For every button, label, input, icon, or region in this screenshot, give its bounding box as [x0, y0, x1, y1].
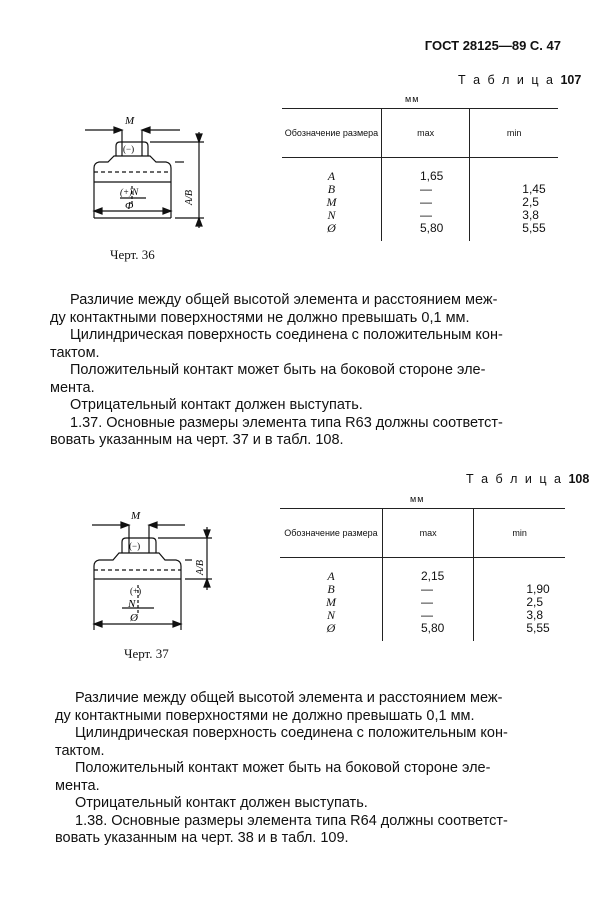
label-n: N — [128, 598, 136, 610]
label-minus: (−) — [123, 144, 135, 154]
table-row: Ø 5,80 5,55 — [282, 222, 558, 235]
table-107 — [282, 108, 558, 241]
label-m: M — [125, 115, 135, 127]
table-107-caption: Т а б л и ц а 107 — [458, 73, 582, 87]
page-header: ГОСТ 28125—89 С. 47 — [424, 38, 561, 53]
table-row: A 1,65 — [282, 170, 558, 183]
figure-caption: Черт. 36 — [110, 247, 155, 262]
paragraph: Различие между общей высотой элемента и расстоянием меж- ду контактными поверхностями не должно превышать 0,1 мм. — [50, 292, 498, 326]
label-ab: A/B — [184, 190, 195, 205]
paragraph: Отрицательный контакт должен выступать. — [70, 397, 363, 413]
paragraph: 1.38. Основные размеры элемента типа R64 должны соответст- вовать указанным на черт. 38 и в табл. 109. — [55, 812, 508, 846]
table-row: N — 3,8 — [280, 609, 565, 622]
figure-caption: Черт. 37 — [124, 646, 169, 661]
paragraph: Положительный контакт может быть на боковой стороне эле- мента. — [55, 760, 491, 794]
table-row: B — 1,45 — [282, 183, 558, 196]
label-plus-n: (+)N — [120, 187, 139, 197]
col-header-min: min — [470, 109, 558, 158]
paragraph: Отрицательный контакт должен выступать. — [75, 795, 368, 811]
label-minus: (−) — [129, 541, 141, 551]
table-row: A 2,15 — [280, 570, 565, 583]
paragraph: Положительный контакт может быть на боковой стороне эле- мента. — [50, 362, 486, 396]
table-108-units: мм — [410, 494, 425, 504]
paragraph: Цилиндрическая поверхность соединена с положительным кон- тактом. — [50, 327, 503, 361]
col-header-max: max — [381, 109, 469, 158]
table-row: B — 1,90 — [280, 583, 565, 596]
table-108-caption: Т а б л и ц а 108 — [466, 472, 590, 486]
table-107-units: мм — [405, 94, 420, 104]
drawing-cherth-37 — [80, 505, 220, 635]
table-row: M — 2,5 — [282, 196, 558, 209]
table-row: N — 3,8 — [282, 209, 558, 222]
drawing-cherth-36 — [80, 110, 220, 240]
paragraph: 1.37. Основные размеры элемента типа R63 должны соответст- вовать указанным на черт. 37 и в табл. 108. — [50, 414, 503, 448]
paragraph: Различие между общей высотой элемента и расстоянием меж- ду контактными поверхностями не должно превышать 0,1 мм. — [55, 690, 503, 724]
paragraph: Цилиндрическая поверхность соединена с положительным кон- тактом. — [55, 725, 508, 759]
table-row: M — 2,5 — [280, 596, 565, 609]
label-phi: Ø — [130, 612, 138, 624]
col-header-designation: Обозначение размера — [282, 109, 381, 158]
col-header-min: min — [474, 509, 565, 558]
label-plus: (+) — [130, 586, 142, 596]
label-ab: A/B — [195, 560, 206, 575]
table-108 — [280, 508, 565, 641]
col-header-max: max — [382, 509, 473, 558]
label-m: M — [131, 510, 141, 522]
text-block-1 — [50, 292, 578, 450]
col-header-designation: Обозначение размера — [280, 509, 382, 558]
label-phi: Φ — [125, 200, 134, 212]
table-row: Ø 5,80 5,55 — [280, 622, 565, 635]
text-block-2 — [55, 690, 583, 848]
